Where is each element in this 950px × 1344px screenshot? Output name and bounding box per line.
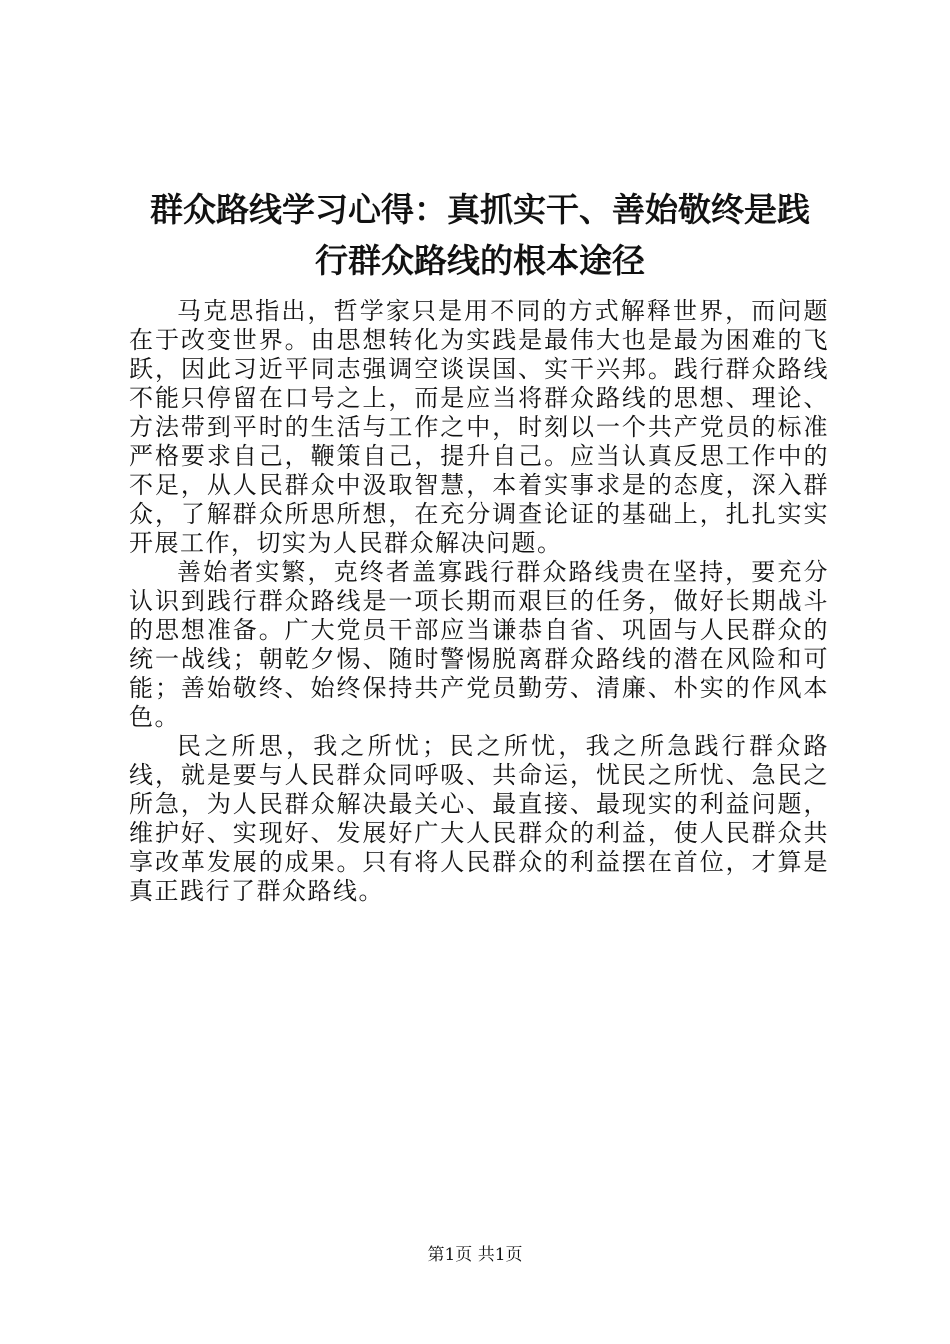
document-body (129, 297, 829, 906)
paragraph-2: 善始者实繁，克终者盖寡践行群众路线贵在坚持，要充分认识到践行群众路线是一项长期而艰巨的任务，做好长期战斗的思想准备。广大党员干部应当谦恭自省、巩固与人民群众的统一战线；朝乾夕惕、随时警惕脱离群众路线的潜在风险和可能；善始敬终、始终保持共产党员勤劳、清廉、朴实的作风本色。 (129, 558, 829, 731)
document-title (120, 184, 840, 286)
page-footer: 第1页 共1页 (427, 1245, 523, 1265)
title-line-1: 群众路线学习心得：真抓实干、善始敬终是践 (150, 190, 810, 229)
title-line-2: 行群众路线的根本途径 (315, 241, 645, 280)
paragraph-1: 马克思指出，哲学家只是用不同的方式解释世界，而问题在于改变世界。由思想转化为实践是最伟大也是最为困难的飞跃，因此习近平同志强调空谈误国、实干兴邦。践行群众路线不能只停留在口号之上，而是应当将群众路线的思想、理论、方法带到平时的生活与工作之中，时刻以一个共产党员的标准严格要求自己，鞭策自己，提升自己。应当认真反思工作中的不足，从人民群众中汲取智慧，本着实事求是的态度，深入群众，了解群众所思所想，在充分调查论证的基础上，扎扎实实开展工作，切实为人民群众解决问题。 (129, 297, 829, 557)
paragraph-3: 民之所思，我之所忧；民之所忧，我之所急践行群众路线，就是要与人民群众同呼吸、共命运，忧民之所忧、急民之所急，为人民群众解决最关心、最直接、最现实的利益问题，维护好、实现好、发展好广大人民群众的利益，使人民群众共享改革发展的成果。只有将人民群众的利益摆在首位，才算是真正践行了群众路线。 (129, 732, 829, 905)
